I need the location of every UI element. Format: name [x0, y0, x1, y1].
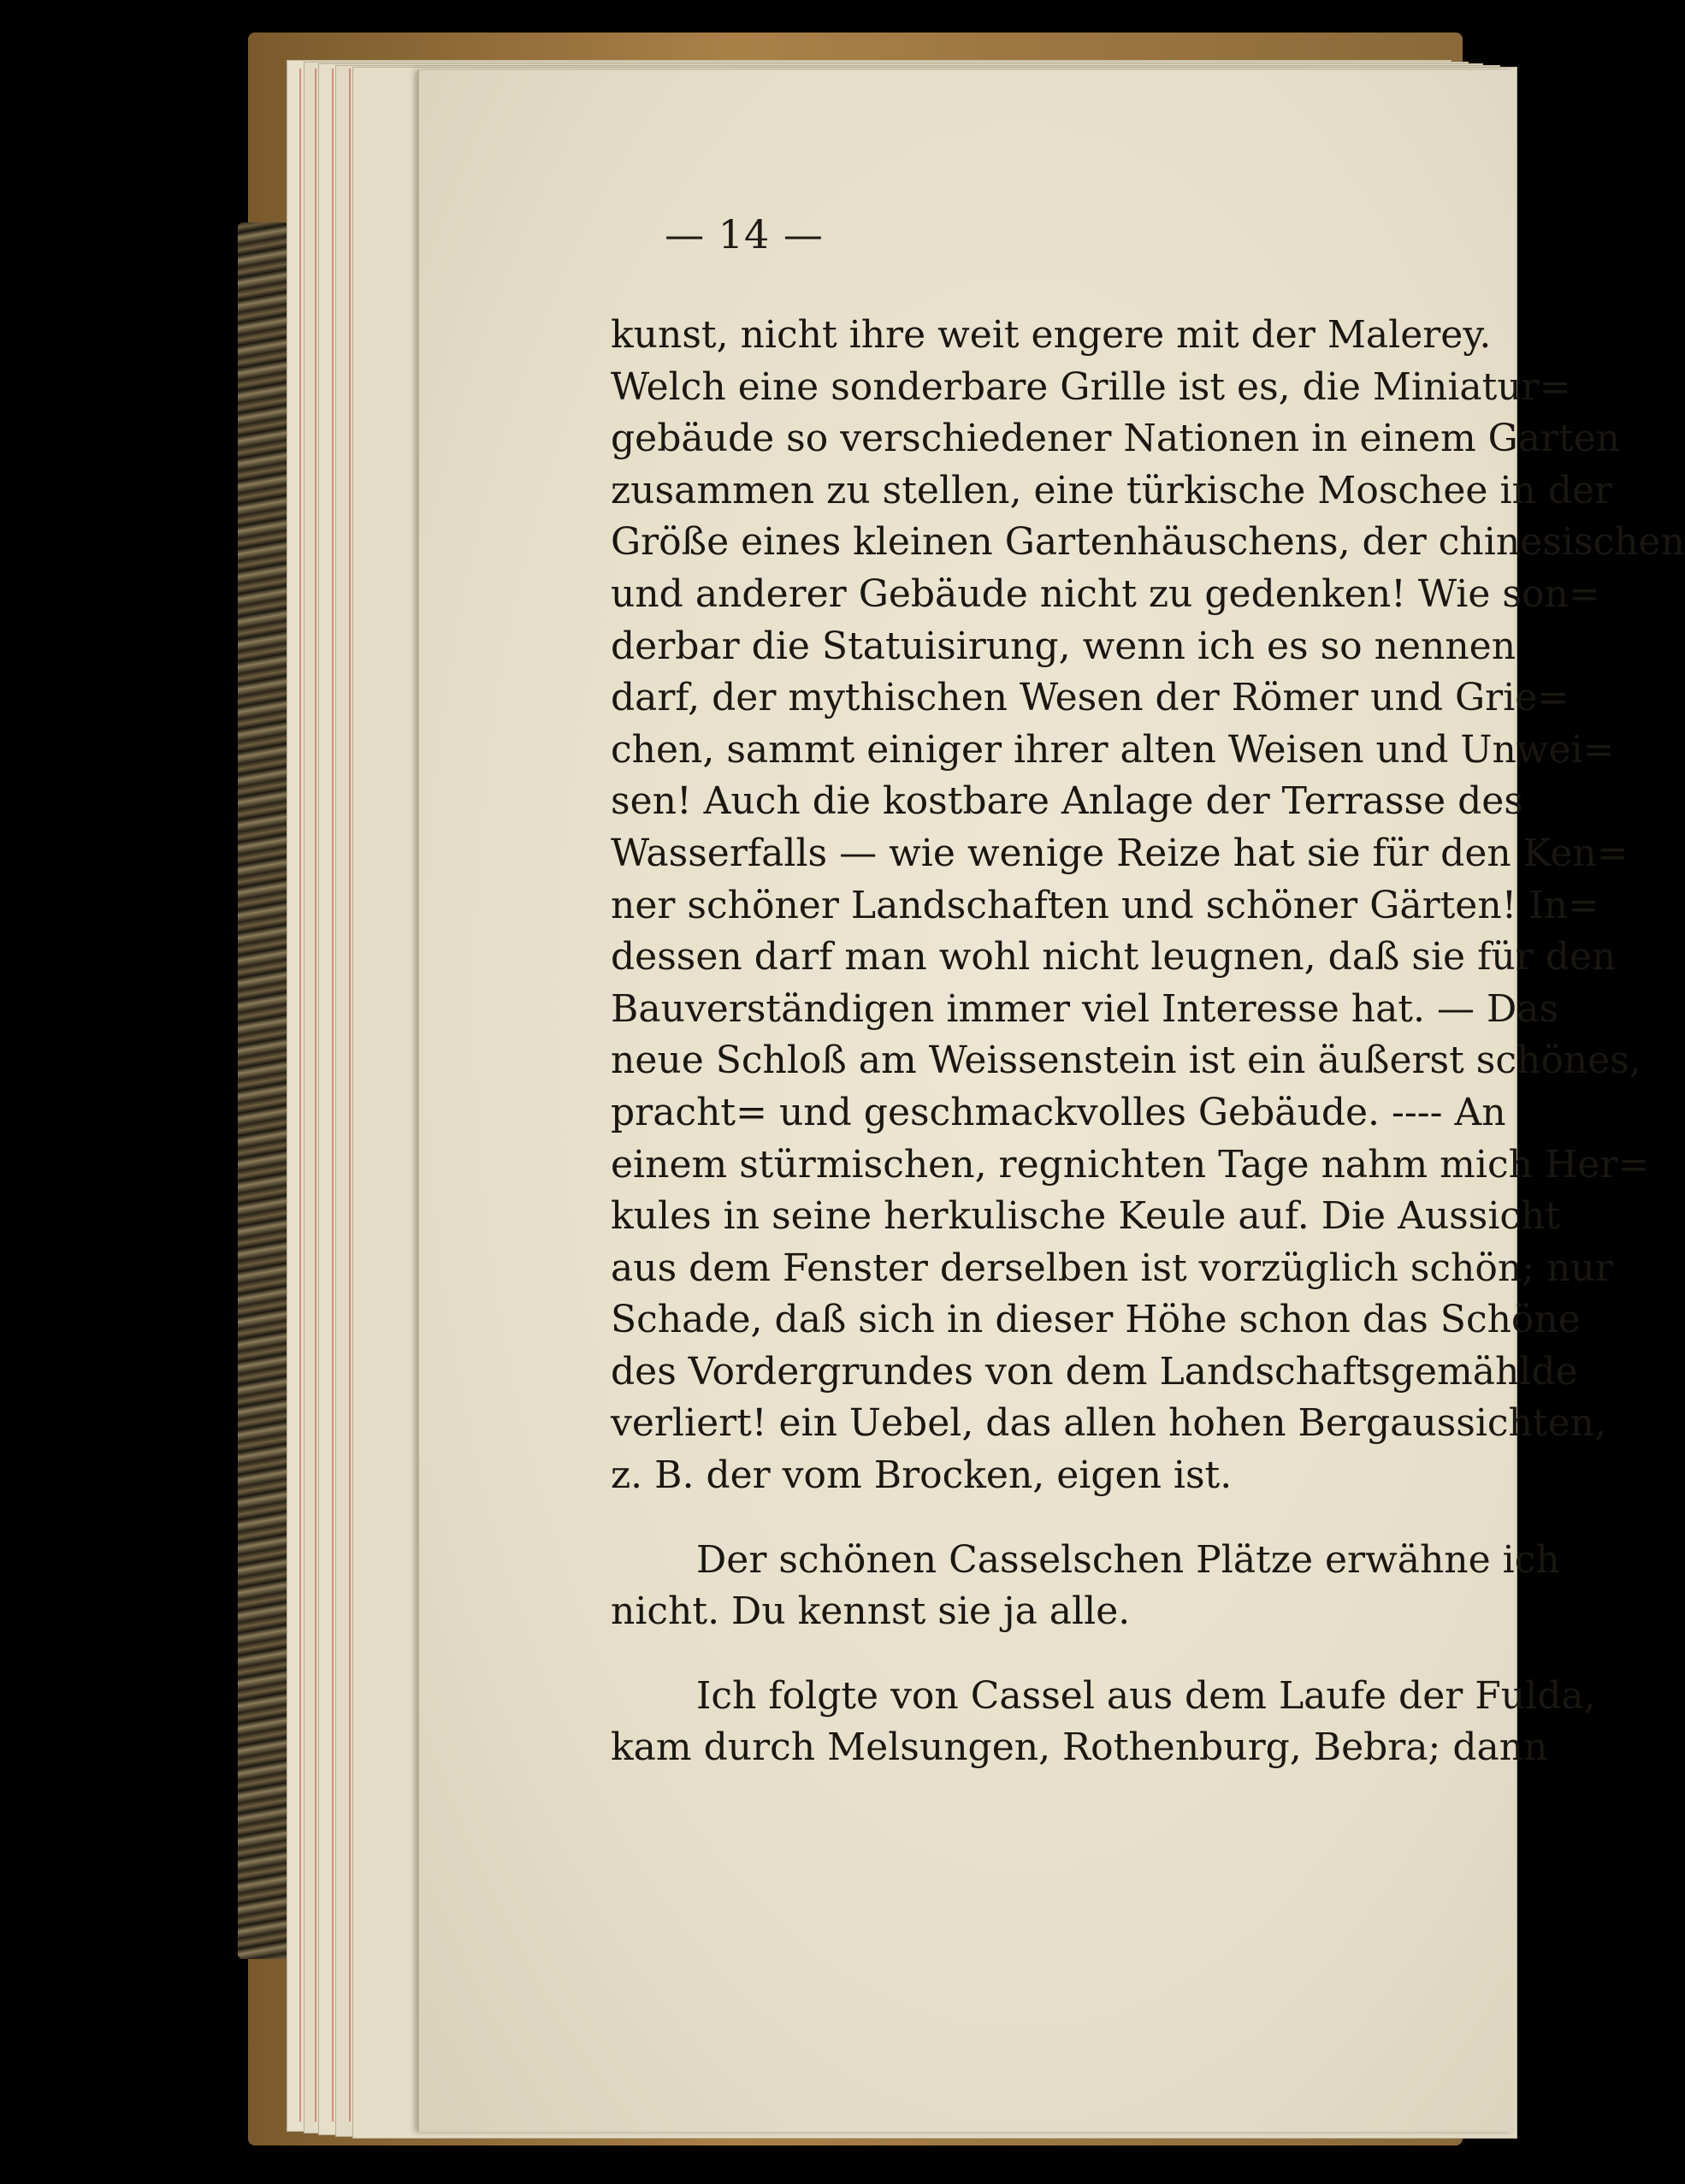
page-number: — 14 — [665, 211, 824, 257]
text-line: chen, sammt einiger ihrer alten Weisen und Unwei= [611, 727, 1615, 772]
text-line: Ich folgte von Cassel aus dem Laufe der Fulda, [696, 1673, 1596, 1718]
text-line: einem stürmischen, regnichten Tage nahm mich Her= [611, 1142, 1650, 1187]
text-line: neue Schloß am Weissenstein ist ein äußerst schönes, [611, 1039, 1641, 1083]
text-line: Schade, daß sich in dieser Höhe schon das Schöne [611, 1298, 1581, 1342]
text-line: sen! Auch die kostbare Anlage der Terrasse des [611, 779, 1523, 824]
text-line: kunst, nicht ihre weit engere mit der Malerey. [611, 313, 1492, 357]
text-line: des Vordergrundes von dem Landschaftsgemählde [611, 1349, 1578, 1394]
red-page-edge [332, 68, 334, 2122]
text-line: Bauverständigen immer viel Interesse hat. — Das [611, 986, 1559, 1031]
red-page-edge [349, 68, 351, 2122]
text-line: Größe eines kleinen Gartenhäuschens, der chinesischen [611, 520, 1685, 565]
paragraph [611, 1535, 1560, 1638]
red-page-edge [299, 68, 301, 2122]
paragraph [611, 1671, 1596, 1774]
text-line: derbar die Statuisirung, wenn ich es so nennen [611, 624, 1516, 668]
text-line: pracht= und geschmackvolles Gebäude. ---- An [611, 1090, 1506, 1134]
red-page-edge [315, 68, 316, 2122]
text-line: z. B. der vom Brocken, eigen ist. [611, 1453, 1233, 1498]
text-line: aus dem Fenster derselben ist vorzüglich schön; nur [611, 1246, 1613, 1290]
text-line: und anderer Gebäude nicht zu gedenken! Wie son= [611, 571, 1600, 616]
text-line: zusammen zu stellen, eine türkische Moschee in der [611, 468, 1613, 512]
text-line: verliert! ein Uebel, das allen hohen Bergaussichten, [611, 1401, 1606, 1446]
text-line: nicht. Du kennst sie ja alle. [611, 1589, 1131, 1634]
text-line: gebäude so verschiedener Nationen in einem Garten [611, 417, 1621, 461]
text-line: kam durch Melsungen, Rothenburg, Bebra; dann [611, 1725, 1548, 1770]
text-line: darf, der mythischen Wesen der Römer und Grie= [611, 676, 1570, 720]
text-line: ner schöner Landschaften und schöner Gärten! In= [611, 883, 1599, 927]
book-page [417, 70, 1685, 2132]
text-line: Wasserfalls — wie wenige Reize hat sie für den Ken= [611, 831, 1629, 875]
text-line: dessen darf man wohl nicht leugnen, daß sie für den [611, 935, 1617, 980]
page-text [611, 310, 1685, 1774]
paragraph [611, 310, 1685, 1502]
text-line: Der schönen Casselschen Plätze erwähne ich [696, 1537, 1560, 1582]
text-line: kules in seine herkulische Keule auf. Die Aussicht [611, 1194, 1561, 1239]
marbled-edge [238, 222, 289, 1959]
text-line: Welch eine sonderbare Grille ist es, die Miniatur= [611, 364, 1571, 409]
